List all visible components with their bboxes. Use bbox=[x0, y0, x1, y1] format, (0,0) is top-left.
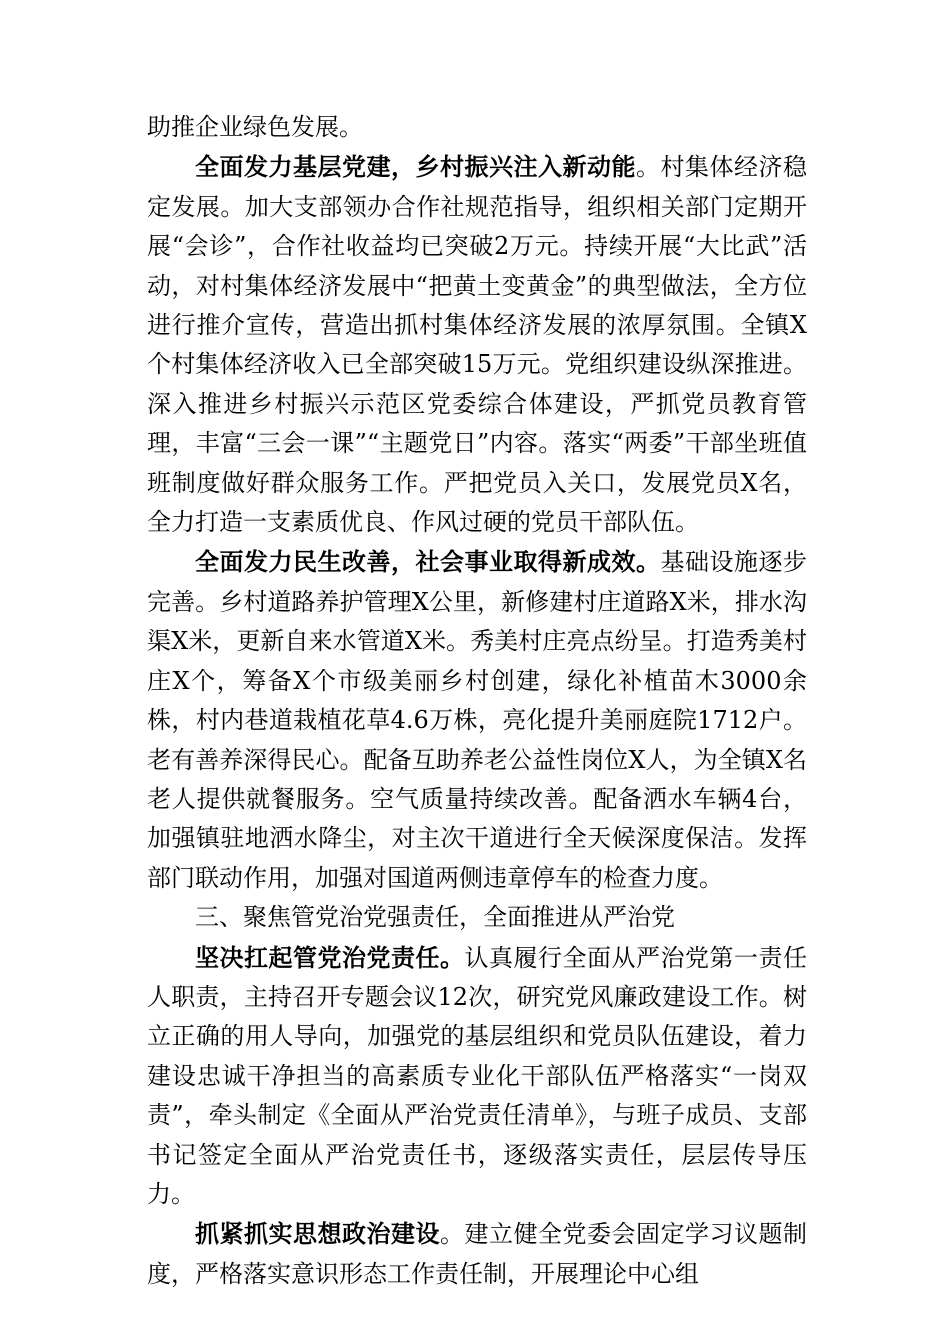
paragraph-grassroots-party bbox=[147, 147, 807, 542]
paragraph-lead: 坚决扛起管党治党责任。 bbox=[195, 942, 465, 972]
paragraph-lead: 全面发力基层党建，乡村振兴注入新动能 bbox=[195, 152, 636, 182]
paragraph-body: 助推企业绿色发展。 bbox=[147, 113, 363, 141]
paragraph-lead: 抓紧抓实思想政治建设 bbox=[195, 1219, 440, 1249]
document-page bbox=[147, 108, 807, 1294]
section-heading: 三、聚焦管党治党强责任，全面推进从严治党 bbox=[195, 903, 675, 932]
paragraph-body: 。建立健全党委会固定学习议题制度，严格落实意识形态工作责任制，开展理论中心组 bbox=[147, 1220, 807, 1288]
paragraph-continuation bbox=[147, 108, 807, 147]
paragraph-lead: 全面发力民生改善，社会事业取得新成效。 bbox=[195, 547, 661, 577]
paragraph-body: 认真履行全面从严治党第一责任人职责，主持召开专题会议12次，研究党风廉政建设工作。树立正确的用人导向，加强党的基层组织和党员队伍建设，着力建设忠诚干净担当的高素质专业化干部队伍严格落实“一岗双责”，牵头制定《全面从严治党责任清单》，与班子成员、支部书记签定全面从严治党责任书，逐级落实责任，层层传导压力。 bbox=[147, 943, 807, 1208]
paragraph-ideology bbox=[147, 1214, 807, 1294]
paragraph-body: 。村集体经济稳定发展。加大支部领办合作社规范指导，组织相关部门定期开展“会诊”，合作社收益均已突破2万元。持续开展“大比武”活动，对村集体经济发展中“把黄土变黄金”的典型做法，全方位进行推介宣传，营造出抓村集体经济发展的浓厚氛围。全镇X个村集体经济收入已全部突破15万元。党组织建设纵深推进。深入推进乡村振兴示范区党委综合体建设，严抓党员教育管理，丰富“三会一课”“主题党日”内容。落实“两委”干部坐班值班制度做好群众服务工作。严把党员入关口，发展党员X名，全力打造一支素质优良、作风过硬的党员干部队伍。 bbox=[147, 153, 807, 537]
paragraph-body: 基础设施逐步完善。乡村道路养护管理X公里，新修建村庄道路X米，排水沟渠X米，更新自来水管道X米。秀美村庄亮点纷呈。打造秀美村庄X个，筹备X个市级美丽乡村创建，绿化补植苗木3000余株，村内巷道栽植花草4.6万株，亮化提升美丽庭院1712户。老有善养深得民心。配备互助养老公益性岗位X人，为全镇X名老人提供就餐服务。空气质量持续改善。配备洒水车辆4台，加强镇驻地洒水降尘，对主次干道进行全天候深度保洁。发挥部门联动作用，加强对国道两侧违章停车的检查力度。 bbox=[147, 548, 807, 892]
paragraph-livelihood bbox=[147, 542, 807, 898]
paragraph-responsibility bbox=[147, 938, 807, 1215]
